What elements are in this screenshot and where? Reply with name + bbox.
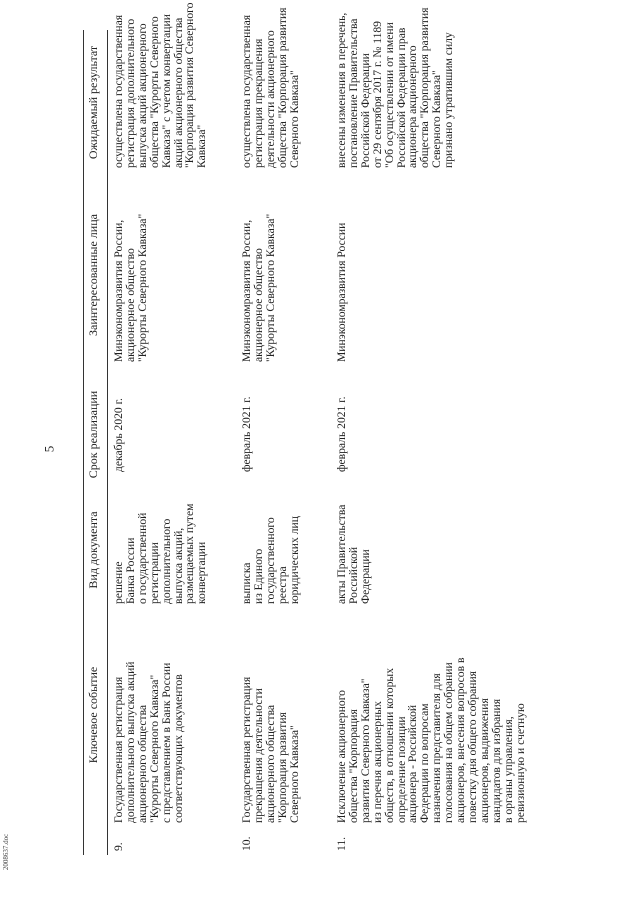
row-number: 11. (335, 836, 348, 851)
parties-cell: Минэкономразвития России, акционерное общество "Курорты Северного Кавказа" (240, 213, 277, 362)
row-number: 9. (112, 842, 125, 851)
header-doc-type: Вид документа (86, 511, 100, 589)
header-parties: Заинтересованные лица (86, 214, 100, 336)
header-deadline: Срок реализации (86, 390, 100, 479)
result-cell: осуществлена государственная регистрация прекращения деятельности акционерного общества "Корпорация развития Северного Кавказа" (240, 7, 301, 168)
doc-type-cell: решение Банка России о государственной регистрации дополнительного выпуска акций, размещаемых путем конвертации (112, 503, 209, 604)
result-cell: внесены изменения в перечень, постановление Правительства Российской Федерации от 29 сентября 2017 г. № 1189 "Об осуществлении от имени Российской Федерации прав акционера акционерного общества "Корпорация развития Северного Кавказа" признано утратившим силу (335, 7, 456, 168)
footer-code: 2008637.doc (2, 833, 11, 871)
deadline-cell: февраль 2021 г. (335, 396, 348, 472)
deadline-cell: февраль 2021 г. (240, 396, 253, 472)
parties-cell: Минэкономразвития России, акционерное общество "Курорты Северного Кавказа" (112, 213, 149, 362)
event-cell: Государственная регистрация прекращения деятельности акционерного общества "Корпорация развития Северного Кавказа" (240, 676, 301, 823)
doc-type-cell: акты Правительства Российской Федерации (335, 504, 372, 604)
table-header-rule (107, 30, 108, 855)
doc-type-cell: выписка из Единого государственного реестра юридических лиц (240, 516, 301, 604)
header-event: Ключевое событие (86, 666, 100, 764)
event-cell: Исключение акционерного общества "Корпорация развития Северного Кавказа" из перечня акционерных обществ, в отношении которых определение позиции акционера - Российской Федерации по вопросам назначения представителя для голосования на общем собрании акционеров, внесения вопросов в повестку дня общего собрания акционеров, выдвижения кандидатов для избрания в органы управления, ревизионную и счетную (335, 657, 527, 823)
parties-cell: Минэкономразвития России (335, 222, 348, 362)
page-number: 5 (41, 445, 57, 453)
result-cell: осуществлена государственная регистрация дополнительного выпуска акций акционерного общества "Курорты Северного Кавказа" с учетом конвертации акций акционерного общества "Корпорация развития Северного Кавказа" (112, 2, 209, 168)
event-cell: Государственная регистрация дополнительного выпуска акций акционерного общества "Курорты Северного Кавказа" с представлением в Банк России соответствующих документов (112, 661, 185, 823)
table-header-row (83, 30, 107, 855)
header-result: Ожидаемый результат (86, 45, 100, 160)
row-number: 10. (240, 836, 253, 851)
deadline-cell: декабрь 2020 г. (112, 398, 125, 472)
rotated-table (83, 2, 603, 855)
